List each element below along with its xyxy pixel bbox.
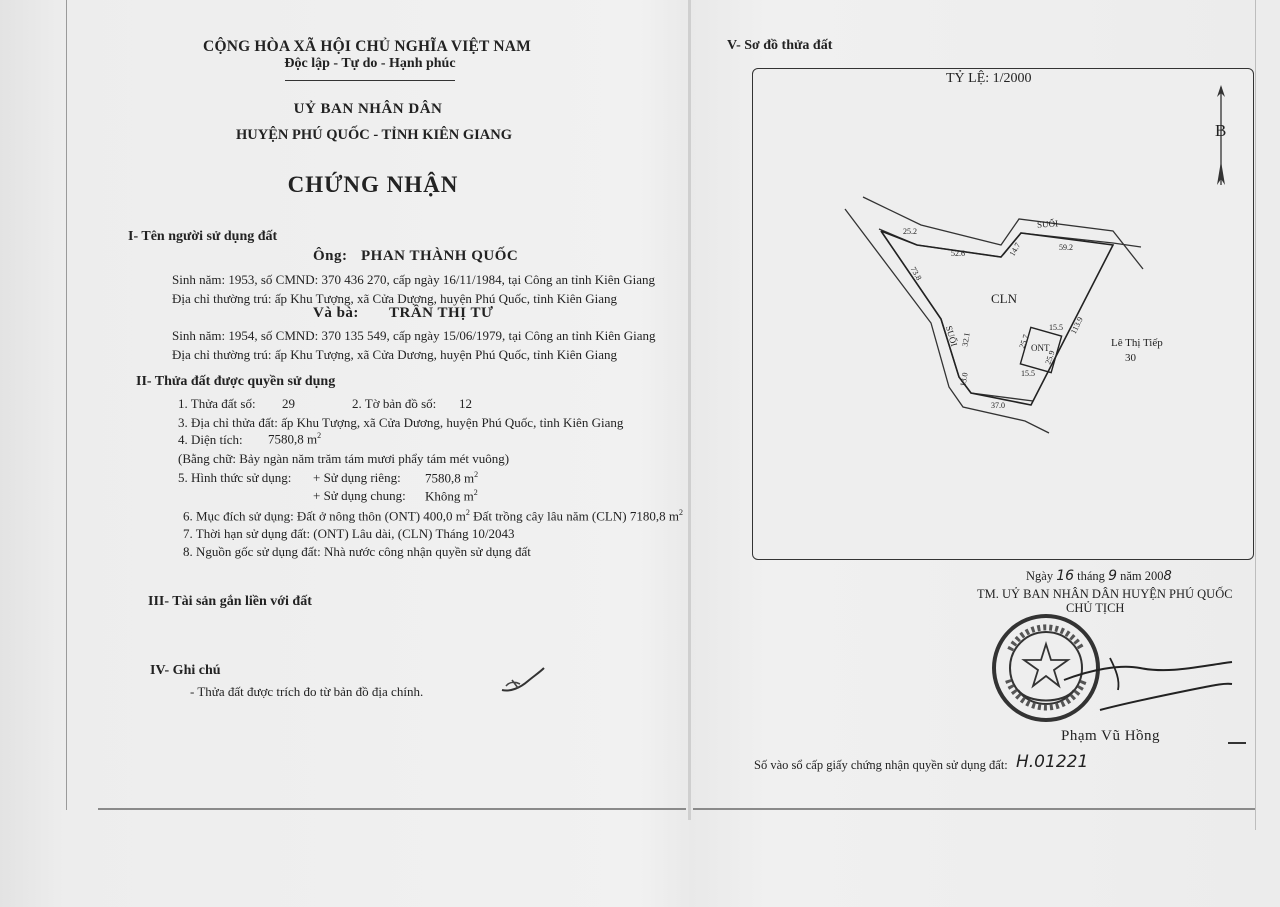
parcel-label: 1. Thửa đất số:	[178, 396, 256, 411]
label-neighbor-number: 30	[1125, 352, 1136, 364]
north-label: B	[1215, 121, 1227, 140]
private-use-value: 7580,8 $m^2$	[425, 470, 479, 486]
section-1-heading: I- Tên người sử dụng đất	[128, 229, 278, 244]
page-edge	[66, 0, 67, 810]
owner1-name: PHAN THÀNH QUỐC	[361, 248, 519, 264]
handwritten-signature	[1060, 650, 1240, 720]
dim-7: 32.1	[960, 331, 972, 348]
section-2-heading: II- Thửa đất được quyền sử dụng	[136, 374, 336, 389]
page-bottom-edge-left	[98, 808, 686, 810]
usage-form-label: 5. Hình thức sử dụng:	[178, 470, 292, 485]
shared-use-label: + Sử dụng chung:	[313, 488, 406, 503]
owner2-name: TRẦN THỊ TƯ	[389, 305, 494, 321]
parcel-map	[752, 68, 1254, 560]
initial-mark	[500, 666, 546, 696]
owner1-address: Địa chỉ thường trú: ấp Khu Tượng, xã Cửa Dương, huyện Phú Quốc, tỉnh Kiên Giang	[172, 291, 618, 306]
section-5-heading: V- Sơ đồ thửa đất	[727, 38, 833, 53]
margin-mark	[1228, 742, 1246, 744]
motto: Độc lập - Tự do - Hạnh phúc	[284, 56, 456, 71]
shared-use-value: Không $m^2$	[425, 488, 478, 504]
dim-8: 15.5	[1049, 323, 1063, 332]
dim-3: 14.7	[1007, 241, 1023, 258]
parcel-value: 29	[282, 396, 295, 411]
private-use-label: + Sử dụng riêng:	[313, 470, 401, 485]
dim-12: 13.0	[958, 371, 970, 388]
dim-4: 59.2	[1059, 243, 1073, 252]
page-edge-right	[1255, 0, 1256, 830]
map-sheet-label: 2. Tờ bản đồ số:	[352, 396, 437, 411]
dim-9: 25.7	[1017, 333, 1031, 350]
dim-10: 25.9	[1043, 349, 1057, 366]
section-3-heading: III- Tài sản gắn liền với đất	[148, 594, 312, 609]
issue-date: Ngày 16 tháng 9 năm 2008	[1026, 568, 1172, 584]
note-text: - Thửa đất được trích đo từ bản đồ địa chính.	[190, 684, 424, 699]
dim-11: 15.5	[1021, 369, 1035, 378]
dim-1: 25.2	[903, 227, 917, 236]
dim-6: 113.9	[1068, 315, 1085, 336]
label-neighbor: Lê Thị Tiếp	[1111, 337, 1163, 349]
owner2-birth: Sinh năm: 1954, số CMND: 370 135 549, cấp ngày 15/06/1979, tại Công an tỉnh Kiên Giang	[172, 328, 656, 343]
map-scale: TỶ LỆ: 1/2000	[946, 71, 1032, 86]
nation-heading: CỘNG HÒA XÃ HỘI CHỦ NGHĨA VIỆT NAM	[203, 38, 531, 55]
dim-13: 37.0	[991, 401, 1005, 410]
land-use-origin: 8. Nguồn gốc sử dụng đất: Nhà nước công nhận quyền sử dụng đất	[183, 544, 531, 559]
registry-number: H.01221	[1016, 752, 1089, 772]
owner1-birth: Sinh năm: 1953, số CMND: 370 436 270, cấp ngày 16/11/1984, tại Công an tỉnh Kiên Giang	[172, 272, 656, 287]
label-cln: CLN	[991, 291, 1017, 306]
label-stream-left: SUỐI	[943, 324, 960, 348]
org-line-2: HUYỆN PHÚ QUỐC - TỈNH KIÊN GIANG	[235, 127, 513, 143]
owner1-prefix: Ông:	[313, 248, 348, 264]
area-value: 7580,8 $m^2$	[268, 431, 322, 447]
signer-position: CHỦ TỊCH	[1066, 601, 1125, 615]
owner2-address: Địa chỉ thường trú: ấp Khu Tượng, xã Cửa Dương, huyện Phú Quốc, tỉnh Kiên Giang	[172, 347, 618, 362]
page-fold	[688, 0, 691, 820]
parcel-address: 3. Địa chỉ thửa đất: ấp Khu Tượng, xã Cửa Dương, huyện Phú Quốc, tỉnh Kiên Giang	[178, 415, 624, 430]
land-use-purpose: 6. Mục đích sử dụng: Đất ở nông thôn (ONT) 400,0 $m^2$ Đất trồng cây lâu năm (CLN) 7180,8 $m^2$	[183, 508, 683, 524]
area-label: 4. Diện tích:	[178, 432, 243, 447]
page-bottom-edge-right	[693, 808, 1255, 810]
registry-label: Số vào sổ cấp giấy chứng nhận quyền sử dụng đất:	[754, 758, 1008, 772]
document-title: CHỨNG NHẬN	[287, 172, 459, 197]
motto-underline	[285, 80, 455, 81]
dim-2: 52.6	[951, 249, 965, 258]
on-behalf-of: TM. UỶ BAN NHÂN DÂN HUYỆN PHÚ QUỐC	[977, 587, 1233, 601]
owner2-prefix: Và bà:	[313, 305, 359, 321]
label-ont: ONT	[1031, 343, 1050, 353]
map-sheet-value: 12	[459, 396, 472, 411]
org-line-1: UỶ BAN NHÂN DÂN	[293, 101, 443, 117]
land-use-term: 7. Thời hạn sử dụng đất: (ONT) Lâu dài, (CLN) Tháng 10/2043	[183, 526, 515, 541]
signer-name: Phạm Vũ Hồng	[1061, 728, 1161, 744]
label-stream-top: SUỐI	[1036, 218, 1059, 230]
area-in-words: (Bằng chữ: Bảy ngàn năm trăm tám mươi phẩy tám mét vuông)	[178, 451, 510, 466]
section-4-heading: IV- Ghi chú	[150, 663, 221, 678]
dim-5: 73.8	[908, 265, 924, 282]
parcel-diagram	[753, 69, 1253, 559]
